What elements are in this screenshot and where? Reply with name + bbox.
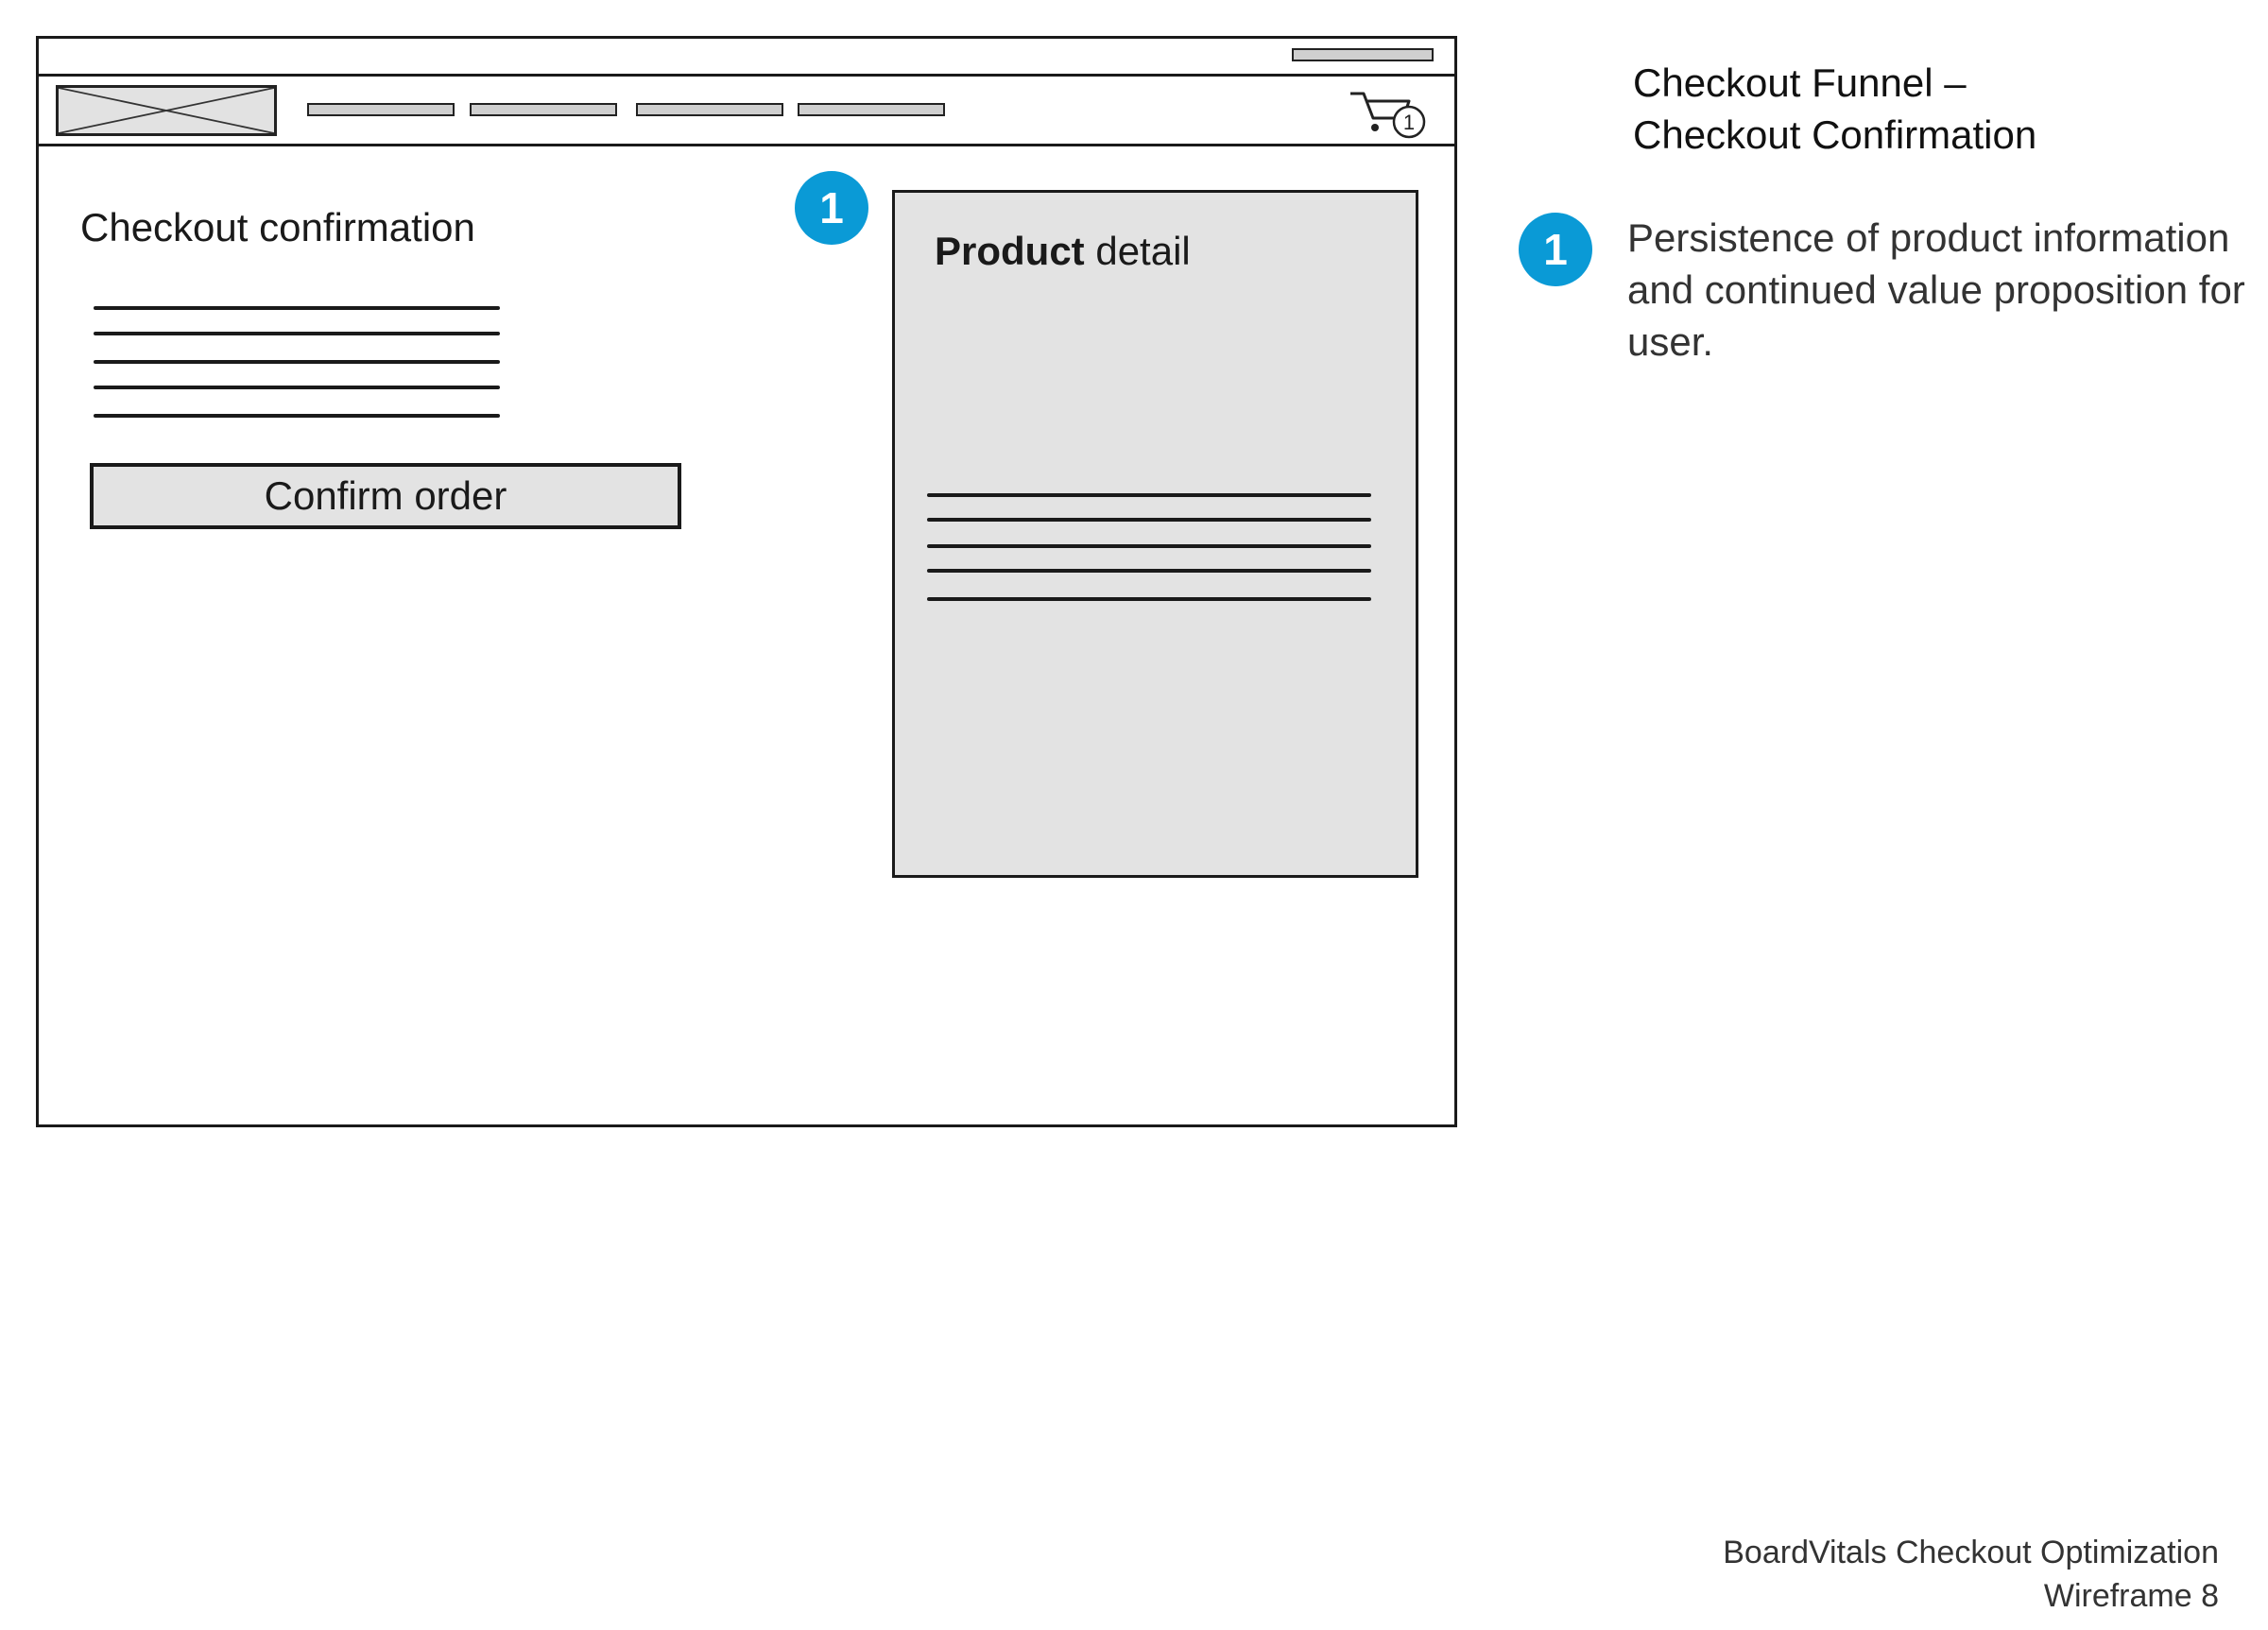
cart-count: 1 — [1402, 111, 1416, 134]
product-detail-title — [935, 229, 1191, 274]
placeholder-text-line — [927, 597, 1371, 601]
product-title-rest: detail — [1095, 229, 1191, 273]
placeholder-text-line — [927, 518, 1371, 522]
shopping-cart-icon — [1349, 90, 1428, 139]
confirm-order-button[interactable]: Confirm order — [90, 463, 681, 529]
footer — [1723, 1531, 2219, 1618]
annotation-marker: 1 — [1519, 213, 1592, 286]
placeholder-text-line — [94, 414, 500, 418]
placeholder-text-line — [927, 569, 1371, 573]
annotation-title — [1633, 57, 2036, 161]
nav-link-placeholder-2[interactable] — [470, 103, 617, 116]
placeholder-text-line — [94, 386, 500, 389]
image-placeholder-icon — [59, 88, 274, 133]
nav-link-placeholder-1[interactable] — [307, 103, 455, 116]
annotation-title-line-2: Checkout Confirmation — [1633, 112, 2037, 157]
callout-marker: 1 — [795, 171, 868, 245]
utility-link-placeholder[interactable] — [1292, 48, 1434, 61]
placeholder-text-line — [927, 493, 1371, 497]
placeholder-text-line — [94, 360, 500, 364]
product-title-bold: Product — [935, 229, 1085, 273]
footer-wireframe-number: Wireframe 8 — [2043, 1578, 2219, 1614]
logo-image-placeholder[interactable] — [56, 85, 277, 136]
placeholder-text-line — [94, 332, 500, 335]
product-detail-panel — [892, 190, 1418, 878]
nav-link-placeholder-3[interactable] — [636, 103, 783, 116]
nav-link-placeholder-4[interactable] — [798, 103, 945, 116]
footer-project: BoardVitals Checkout Optimization — [1723, 1535, 2219, 1570]
main-navigation — [39, 77, 1454, 146]
annotation-note: Persistence of product information and continued value proposition for user. — [1627, 215, 2245, 364]
utility-bar — [39, 39, 1454, 77]
placeholder-text-line — [94, 306, 500, 310]
annotation-title-line-1: Checkout Funnel – — [1633, 60, 1967, 105]
page-title: Checkout confirmation — [80, 205, 475, 249]
shopping-cart[interactable] — [1349, 90, 1428, 139]
placeholder-text-line — [927, 544, 1371, 548]
wireframe-browser-window — [36, 36, 1457, 1127]
